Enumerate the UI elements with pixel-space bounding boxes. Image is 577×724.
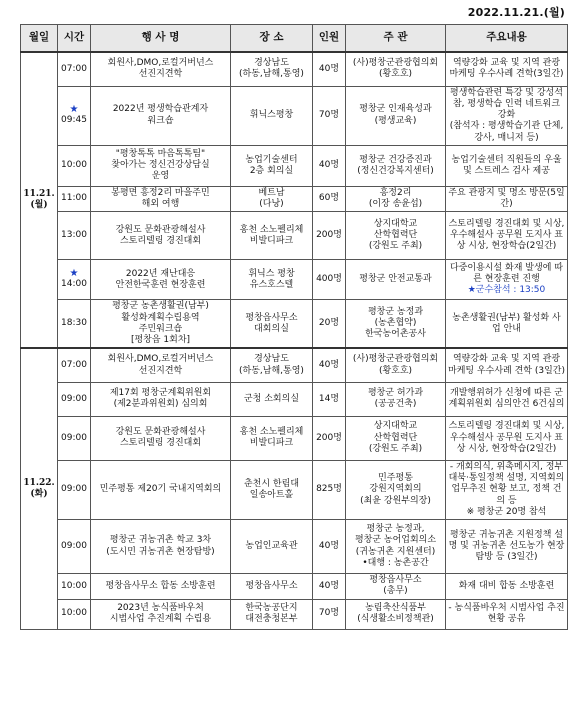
- content-cell: 스토리텔링 경진대회 및 시상, 우수해설사 공무원 도지사 표상 시상, 현장학습(2일간): [446, 212, 568, 260]
- content-cell: 농업기술센터 직원들의 우울 및 스트레스 검사 제공: [446, 145, 568, 186]
- org-cell: 평창군 안전교통과: [346, 260, 446, 300]
- people-cell: 20명: [313, 300, 346, 349]
- people-cell: 14명: [313, 382, 346, 416]
- time-cell: 18:30: [58, 300, 91, 349]
- header-row: [21, 25, 568, 53]
- time-cell: 09:00: [58, 382, 91, 416]
- place-cell: 평창읍사무소 대회의실: [231, 300, 313, 349]
- time-cell: 13:00: [58, 212, 91, 260]
- place-cell: 농업기술센터 2층 회의실: [231, 145, 313, 186]
- content-cell: 스토리텔링 경진대회 및 시상, 우수해설사 공무원 도지사 표상 시상, 현장학습(2일간): [446, 416, 568, 460]
- place-cell: 홍천 소노펠리체 비발디파크: [231, 212, 313, 260]
- people-cell: 70명: [313, 86, 346, 145]
- people-cell: 400명: [313, 260, 346, 300]
- content-cell: 주요 관광지 및 명소 방문(5일간): [446, 186, 568, 212]
- event-cell: 회원사,DMO,로컬거버넌스 선진지견학: [91, 52, 231, 86]
- event-cell: 평창군 농촌생활권(남부) 활성화계획수립용역 주민워크숍 [평창읍 1회차]: [91, 300, 231, 349]
- org-cell: 농림축산식품부 (식생활소비정책관): [346, 599, 446, 629]
- day-cell: 11.21. (월): [21, 52, 58, 348]
- table-row: [21, 382, 568, 416]
- col-header-people: 인원: [313, 25, 346, 53]
- schedule-table: [20, 24, 568, 630]
- col-header-org: 주 관: [346, 25, 446, 53]
- place-cell: 휘닉스 평창 유스호스텔: [231, 260, 313, 300]
- org-cell: 민주평통 강원지역회의 (최윤 강원부의장): [346, 460, 446, 519]
- org-cell: 평창군 농정과, 평창군 농어업회의소 (귀농귀촌 지원센터) •대행 : 농촌공간: [346, 520, 446, 574]
- table-row: [21, 348, 568, 382]
- people-cell: 40명: [313, 574, 346, 600]
- table-row: [21, 86, 568, 145]
- table-row: [21, 416, 568, 460]
- event-cell: 평창읍사무소 합동 소방훈련: [91, 574, 231, 600]
- event-cell: 평창군 귀농귀촌 학교 3차 (도시민 귀농귀촌 현장탐방): [91, 520, 231, 574]
- event-cell: 2022년 재난대응 안전한국훈련 현장훈련: [91, 260, 231, 300]
- org-cell: 상지대학교 산학협력단 (강원도 주최): [346, 212, 446, 260]
- org-cell: 평창읍사무소 (총무): [346, 574, 446, 600]
- people-cell: 40명: [313, 52, 346, 86]
- mayor-attendance-note: ★군수참석 : 13:50: [467, 285, 546, 296]
- people-cell: 70명: [313, 599, 346, 629]
- table-row: [21, 186, 568, 212]
- people-cell: 40명: [313, 348, 346, 382]
- place-cell: 평창읍사무소: [231, 574, 313, 600]
- report-date: 2022.11.21.(월): [467, 6, 565, 19]
- place-cell: 한국농공단지 대전충청본부: [231, 599, 313, 629]
- people-cell: 825명: [313, 460, 346, 519]
- place-cell: 경상남도 (하동,남해,통영): [231, 348, 313, 382]
- time-cell: 10:00: [58, 574, 91, 600]
- people-cell: 40명: [313, 520, 346, 574]
- people-cell: 40명: [313, 145, 346, 186]
- org-cell: 상지대학교 산학협력단 (강원도 주최): [346, 416, 446, 460]
- people-cell: 200명: [313, 416, 346, 460]
- event-cell: 봉평면 흥정2리 마을주민 해외 여행: [91, 186, 231, 212]
- time-cell: ★ 14:00: [58, 260, 91, 300]
- people-cell: 200명: [313, 212, 346, 260]
- event-cell: 회원사,DMO,로컬거버넌스 선진지견학: [91, 348, 231, 382]
- col-header-day: 월일: [21, 25, 58, 53]
- org-cell: (사)평창군관광협의회 (황호호): [346, 52, 446, 86]
- content-cell: 평창군 귀농귀촌 지원정책 설명 및 귀농귀촌 선도농가 현장탐방 등 (3일간): [446, 520, 568, 574]
- content-cell: 다중이용시설 화재 발생에 따른 현장훈련 진행 ★군수참석 : 13:50: [446, 260, 568, 300]
- content-cell: - 개회의식, 위촉메시지, 정부 대북·통일정책 설명, 지역회의 업무추진 현황 보고, 정책 건의 등 ※ 평창군 20명 참석: [446, 460, 568, 519]
- day-cell: 11.22. (화): [21, 348, 58, 629]
- org-cell: (사)평창군관광협의회 (황호호): [346, 348, 446, 382]
- time-cell: 11:00: [58, 186, 91, 212]
- time-cell: 09:00: [58, 460, 91, 519]
- content-cell: 역량강화 교육 및 지역 관광 마케팅 우수사례 견학(3일간): [446, 52, 568, 86]
- table-row: [21, 145, 568, 186]
- col-header-time: 시간: [58, 25, 91, 53]
- col-header-content: 주요내용: [446, 25, 568, 53]
- content-cell: 농촌생활권(남부) 활성화 사업 안내: [446, 300, 568, 349]
- star-icon: ★: [69, 104, 79, 115]
- col-header-event: 행 사 명: [91, 25, 231, 53]
- time-cell: ★ 09:45: [58, 86, 91, 145]
- content-cell: 화재 대비 합동 소방훈련: [446, 574, 568, 600]
- event-cell: 강원도 문화관광해설사 스토리텔링 경진대회: [91, 416, 231, 460]
- place-cell: 군청 소회의실: [231, 382, 313, 416]
- content-cell: 역량강화 교육 및 지역 관광 마케팅 우수사례 견학 (3일간): [446, 348, 568, 382]
- place-cell: 홍천 소노펠리체 비발디파크: [231, 416, 313, 460]
- time-cell: 09:00: [58, 520, 91, 574]
- table-row: [21, 520, 568, 574]
- table-row: [21, 260, 568, 300]
- org-cell: 평창군 농정과 (농촌협약) 한국농어촌공사: [346, 300, 446, 349]
- content-cell: 평생학습관련 특강 및 강성석참, 평생학습 인력 네트워크 강화 (참석자 : 평생학습기관 단체, 강사, 매니저 등): [446, 86, 568, 145]
- people-cell: 60명: [313, 186, 346, 212]
- place-cell: 경상남도 (하동,남해,통영): [231, 52, 313, 86]
- time-cell: 07:00: [58, 348, 91, 382]
- star-icon: ★: [69, 268, 79, 280]
- event-cell: 2022년 평생학습관계자 워크숍: [91, 86, 231, 145]
- time-cell: 10:00: [58, 145, 91, 186]
- table-row: [21, 52, 568, 86]
- table-row: [21, 460, 568, 519]
- place-cell: 춘천시 한림대 일송아트홀: [231, 460, 313, 519]
- place-cell: 농업인교육관: [231, 520, 313, 574]
- event-cell: 강원도 문화관광해설사 스토리텔링 경진대회: [91, 212, 231, 260]
- org-cell: 평창군 허가과 (공공건축): [346, 382, 446, 416]
- org-cell: 평창군 건강증진과 (정신건강복지센터): [346, 145, 446, 186]
- time-cell: 09:00: [58, 416, 91, 460]
- table-row: [21, 574, 568, 600]
- place-cell: 휘닉스평창: [231, 86, 313, 145]
- org-cell: 평창군 인재육성과 (평생교육): [346, 86, 446, 145]
- event-cell: 제17회 평창군계획위원회 (제2분과위원회) 심의회: [91, 382, 231, 416]
- event-cell: "평창톡톡 마음톡톡팀" 찾아가는 정신건강상담실 운영: [91, 145, 231, 186]
- org-cell: 흥정2리 (이장 송윤섭): [346, 186, 446, 212]
- content-cell: 개발행위허가 신청에 따른 군계획위원회 심의안건 6건심의: [446, 382, 568, 416]
- time-cell: 10:00: [58, 599, 91, 629]
- time-cell: 07:00: [58, 52, 91, 86]
- table-row: [21, 300, 568, 349]
- table-row: [21, 599, 568, 629]
- col-header-place: 장 소: [231, 25, 313, 53]
- content-cell: - 농식품바우처 시범사업 추진현황 공유: [446, 599, 568, 629]
- event-cell: 민주평통 제20기 국내지역회의: [91, 460, 231, 519]
- table-row: [21, 212, 568, 260]
- place-cell: 베트남 (다낭): [231, 186, 313, 212]
- event-cell: 2023년 농식품바우처 시범사업 추진계획 수립용: [91, 599, 231, 629]
